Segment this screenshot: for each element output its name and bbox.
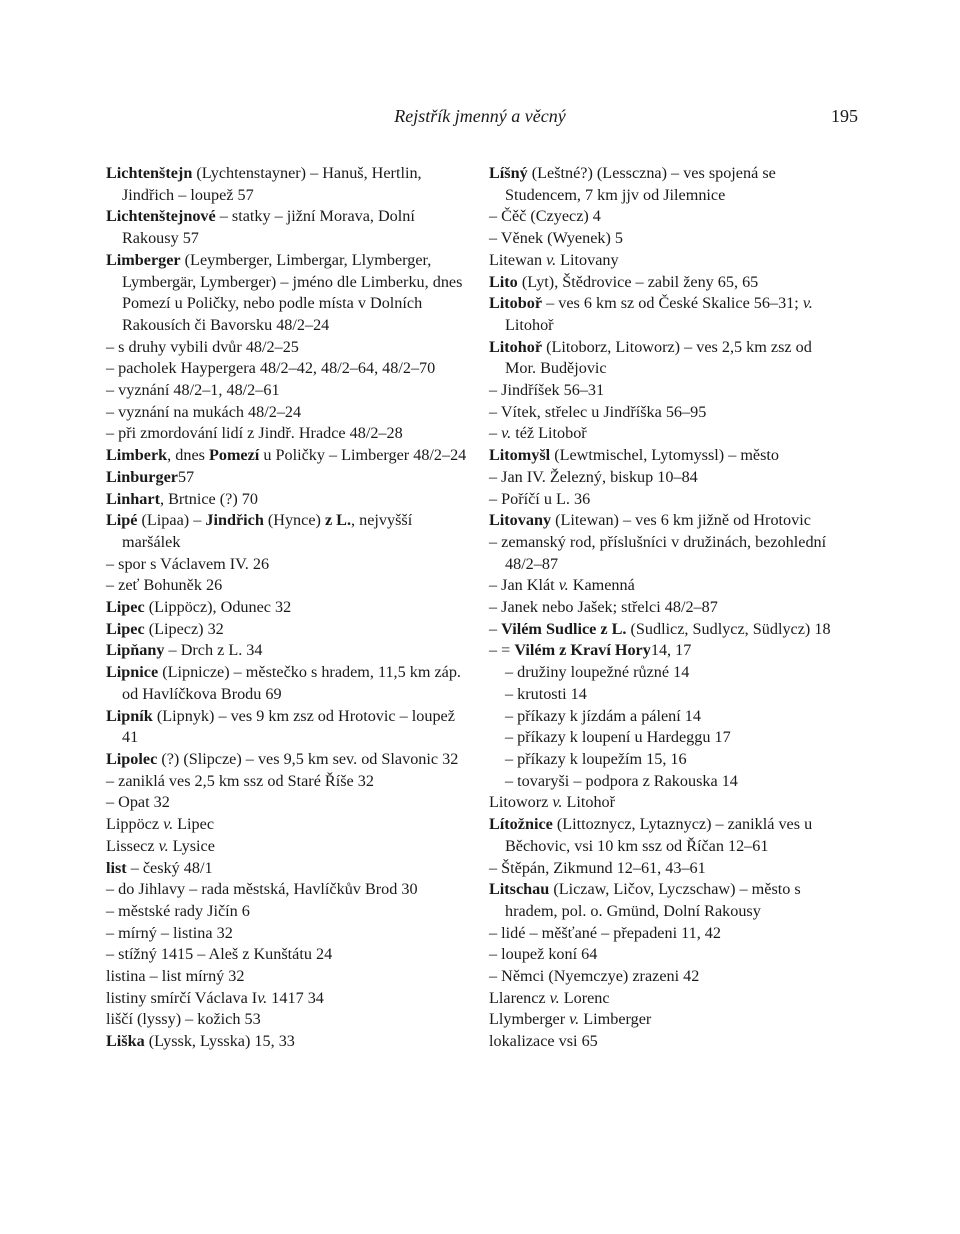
index-entry bbox=[106, 467, 468, 489]
index-text: (Litewan) – ves 6 km jižně od Hrotovic bbox=[551, 511, 811, 530]
index-text: lokalizace vsi 65 bbox=[489, 1032, 598, 1051]
index-text: (Sudlicz, Sudlycz, Südlycz) 18 bbox=[626, 619, 831, 638]
index-entry bbox=[106, 250, 468, 337]
index-text: – Štěpán, Zikmund 12–61, 43–61 bbox=[489, 858, 706, 877]
index-text: v. bbox=[257, 988, 268, 1007]
index-text: – zaniklá ves 2,5 km ssz od Staré Říše 32 bbox=[106, 771, 374, 790]
index-headword: Pomezí bbox=[208, 446, 260, 465]
index-entry bbox=[489, 944, 839, 966]
index-text: (Lippöcz), Odunec 32 bbox=[144, 598, 292, 617]
index-text: – Jan Klát bbox=[489, 576, 559, 595]
index-entry bbox=[489, 272, 839, 294]
index-text: – stížný 1415 – Aleš z Kunštátu 24 bbox=[106, 945, 333, 964]
index-entry bbox=[106, 423, 468, 445]
index-text: Litohoř bbox=[562, 793, 616, 812]
index-entry bbox=[106, 575, 468, 597]
index-text: – Janek nebo Jašek; střelci 48/2–87 bbox=[489, 598, 718, 617]
index-headword: Litobоř bbox=[489, 294, 543, 313]
index-column-left bbox=[106, 163, 468, 1053]
index-text: , nejvyšší maršálek bbox=[122, 511, 413, 551]
index-entry bbox=[489, 380, 839, 402]
index-headword: list bbox=[106, 858, 127, 877]
index-headword: Jindřich bbox=[205, 511, 264, 530]
index-entry bbox=[489, 619, 839, 641]
index-text: – do Jihlavy – rada městská, Havlíčkův Brod 30 bbox=[106, 880, 418, 899]
index-text: Kamenná bbox=[568, 576, 635, 595]
index-headword: Lipnice bbox=[106, 663, 159, 682]
index-entry bbox=[489, 250, 839, 272]
index-entry bbox=[106, 1009, 468, 1031]
index-entry bbox=[489, 792, 839, 814]
index-entry bbox=[489, 423, 839, 445]
index-text: Lissecz bbox=[106, 836, 159, 855]
index-text: – bbox=[489, 619, 502, 638]
index-entry bbox=[489, 858, 839, 880]
index-text: v. bbox=[549, 988, 560, 1007]
index-entry bbox=[489, 814, 839, 857]
index-headword: Lipník bbox=[106, 706, 153, 725]
index-text: v. bbox=[501, 424, 512, 443]
index-text: listiny smírčí Václava I bbox=[106, 988, 258, 1007]
index-text: Lysice bbox=[168, 836, 215, 855]
index-text: – Vítek, střelec u Jindříška 56–95 bbox=[489, 402, 707, 421]
index-entry bbox=[106, 554, 468, 576]
index-text: v. bbox=[158, 836, 169, 855]
index-entry bbox=[489, 532, 839, 575]
index-entry bbox=[489, 923, 839, 945]
index-entry bbox=[106, 597, 468, 619]
index-text: – při zmordování lidí z Jindř. Hradce 48/2–28 bbox=[106, 424, 403, 443]
running-title: Rejstřík jmenný a věcný bbox=[394, 106, 566, 126]
index-headword: Linhart bbox=[106, 489, 160, 508]
index-entry bbox=[106, 640, 468, 662]
index-entry bbox=[489, 228, 839, 250]
index-text: – český 48/1 bbox=[126, 858, 213, 877]
index-entry bbox=[106, 771, 468, 793]
index-text: (Lyssk, Lysska) 15, 33 bbox=[144, 1032, 295, 1051]
index-text: Llarencz bbox=[489, 988, 550, 1007]
index-text: – tovaryši – podpora z Rakouska 14 bbox=[505, 771, 738, 790]
index-entry bbox=[489, 640, 839, 662]
index-text: – s druhy vybili dvůr 48/2–25 bbox=[106, 337, 299, 356]
index-text: (Lyt), Štědrovice – zabil ženy 65, 65 bbox=[517, 272, 759, 291]
index-entry bbox=[106, 337, 468, 359]
index-text: též Litobоř bbox=[511, 424, 587, 443]
index-text: 1417 34 bbox=[267, 988, 324, 1007]
index-text: Limberger bbox=[579, 1010, 652, 1029]
index-text: v. bbox=[552, 793, 563, 812]
index-text: liščí (lyssy) – kožich 53 bbox=[106, 1010, 261, 1029]
index-entry bbox=[489, 163, 839, 206]
index-text: – ves 6 km sz od České Skalice 56–31; bbox=[542, 294, 803, 313]
index-text: v. bbox=[558, 576, 569, 595]
index-headword: Litovany bbox=[489, 511, 552, 530]
index-text: – pacholek Haypergera 48/2–42, 48/2–64, 48/2–70 bbox=[106, 359, 436, 378]
index-headword: Lipec bbox=[106, 598, 145, 617]
index-headword: Litschau bbox=[489, 880, 550, 899]
page-number: 195 bbox=[831, 106, 858, 126]
index-text: Lipec bbox=[173, 815, 215, 834]
index-text: – Jan IV. Železný, biskup 10–84 bbox=[489, 467, 698, 486]
index-entry bbox=[489, 966, 839, 988]
index-headword: Litomyšl bbox=[489, 446, 551, 465]
index-text: , dnes bbox=[167, 446, 209, 465]
index-entry bbox=[489, 510, 839, 532]
index-entry bbox=[489, 1031, 839, 1053]
index-text: – družiny loupežné různé 14 bbox=[505, 663, 690, 682]
index-text: Lippöcz bbox=[106, 815, 164, 834]
index-entry bbox=[106, 879, 468, 901]
index-entry bbox=[489, 597, 839, 619]
index-text: – příkazy k loupení u Hardeggu 17 bbox=[505, 728, 731, 747]
index-text: – vyznání 48/2–1, 48/2–61 bbox=[106, 381, 280, 400]
index-headword: Lito bbox=[489, 272, 518, 291]
index-text: – příkazy k jízdám a pálení 14 bbox=[505, 706, 701, 725]
index-entry bbox=[106, 1031, 468, 1053]
index-headword: Lipé bbox=[106, 511, 138, 530]
index-entry bbox=[489, 771, 839, 793]
index-text: u Poličky – Limberger 48/2–24 bbox=[259, 446, 467, 465]
index-text: – Opat 32 bbox=[106, 793, 170, 812]
index-text: – zeť Bohuněk 26 bbox=[106, 576, 223, 595]
index-text: – vyznání na mukách 48/2–24 bbox=[106, 402, 302, 421]
index-entry bbox=[106, 923, 468, 945]
index-text: v. bbox=[802, 294, 813, 313]
index-entry bbox=[489, 402, 839, 424]
index-text: (Leštné?) (Lessczna) – ves spojená se Studencem, 7 km jjv od Jilemnice bbox=[505, 164, 776, 204]
index-headword: Vilém Sudlice z L. bbox=[501, 619, 627, 638]
index-text: – krutosti 14 bbox=[505, 684, 587, 703]
index-text: 14, 17 bbox=[650, 641, 692, 660]
index-entry bbox=[489, 445, 839, 467]
index-text: v. bbox=[569, 1010, 580, 1029]
index-entry bbox=[489, 467, 839, 489]
index-text: – příkazy k loupežím 15, 16 bbox=[505, 749, 687, 768]
index-entry bbox=[106, 358, 468, 380]
index-entry bbox=[106, 163, 468, 206]
index-entry bbox=[106, 206, 468, 249]
index-entry bbox=[106, 944, 468, 966]
index-text: (Hynce) bbox=[263, 511, 325, 530]
index-headword: Limberk bbox=[106, 446, 168, 465]
index-headword: Líšný bbox=[489, 164, 528, 182]
index-text: – Drch z L. 34 bbox=[164, 641, 263, 660]
index-text: – Jindříšek 56–31 bbox=[489, 381, 605, 400]
index-entry bbox=[106, 749, 468, 771]
index-text: – Poříčí u L. 36 bbox=[489, 489, 591, 508]
index-text: 57 bbox=[177, 467, 195, 486]
index-text: Litewan bbox=[489, 250, 547, 269]
index-entry bbox=[489, 206, 839, 228]
index-entry bbox=[489, 337, 839, 380]
index-text: (Lipecz) 32 bbox=[144, 619, 224, 638]
index-text: Litoworz bbox=[489, 793, 553, 812]
index-entry bbox=[106, 706, 468, 749]
index-entry bbox=[106, 380, 468, 402]
index-text: (Lewtmischel, Lytomyssl) – město bbox=[550, 446, 780, 465]
index-text: – zemanský rod, příslušníci v družinách, bezohlední 48/2–87 bbox=[489, 532, 827, 573]
index-text: – Věnek (Wyenek) 5 bbox=[489, 229, 624, 248]
index-text: – bbox=[489, 424, 502, 443]
index-text: – spor s Václavem IV. 26 bbox=[106, 554, 270, 573]
index-text: – mírný – listina 32 bbox=[106, 923, 233, 942]
index-text: – lidé – měšťané – přepadeni 11, 42 bbox=[489, 923, 721, 942]
index-headword: Limberger bbox=[106, 250, 181, 269]
index-entry bbox=[106, 402, 468, 424]
index-headword: Lipolec bbox=[106, 749, 158, 768]
index-text: (Litoborz, Litoworz) – ves 2,5 km zsz od Mor. Budějovic bbox=[505, 337, 812, 378]
index-entry bbox=[489, 879, 839, 922]
index-text: listina – list mírný 32 bbox=[106, 967, 245, 986]
index-text: (Liczaw, Ličov, Lyczschaw) – město s hradem, pol. o. Gmünd, Dolní Rakousy bbox=[505, 880, 801, 920]
index-text: – statky – jižní Morava, Dolní Rakousy 57 bbox=[122, 207, 415, 248]
index-text: Llymberger bbox=[489, 1010, 570, 1029]
index-text: (Lipnicze) – městečko s hradem, 11,5 km záp. od Havlíčkova Brodu 69 bbox=[122, 663, 461, 703]
index-entry bbox=[489, 662, 839, 684]
index-headword: Liška bbox=[106, 1032, 145, 1051]
index-entry bbox=[106, 510, 468, 553]
index-headword: z L. bbox=[324, 511, 352, 530]
index-text: Litovany bbox=[556, 250, 619, 269]
index-text: (Leymberger, Limbergar, Llymberger, Lymbergär, Lymberger) – jméno dle Limberku, dnes Pomezí u Poličky, nebo podle místa v Dolních Rakousích či Bavorsku 48/2–24 bbox=[122, 250, 463, 334]
page-header bbox=[0, 104, 960, 128]
index-text: v. bbox=[163, 815, 174, 834]
index-text: – městské rady Jičín 6 bbox=[106, 901, 250, 920]
index-text: – = bbox=[489, 641, 515, 660]
index-entry bbox=[489, 727, 839, 749]
index-text: , Brtnice (?) 70 bbox=[159, 489, 258, 508]
index-entry bbox=[489, 489, 839, 511]
index-headword: Lipňany bbox=[106, 641, 165, 660]
index-text: (?) (Slipcze) – ves 9,5 km sev. od Slavonic 32 bbox=[157, 749, 459, 768]
index-entry bbox=[489, 575, 839, 597]
index-entry bbox=[106, 489, 468, 511]
index-text: – Němci (Nyemczye) zrazeni 42 bbox=[489, 967, 700, 986]
index-text: v. bbox=[546, 250, 557, 269]
index-entry bbox=[106, 901, 468, 923]
index-text: (Lipaa) – bbox=[137, 511, 206, 530]
index-entry bbox=[489, 293, 839, 336]
index-headword: Lichtenštejn bbox=[106, 164, 193, 182]
index-entry bbox=[106, 814, 468, 836]
index-headword: Litohoř bbox=[489, 337, 543, 356]
index-entry bbox=[106, 966, 468, 988]
index-text: Litohoř bbox=[505, 315, 554, 334]
index-text: (Littoznycz, Lytaznycz) – zaniklá ves u Běchovic, vsi 10 km ssz od Říčan 12–61 bbox=[505, 815, 813, 855]
index-entry bbox=[489, 684, 839, 706]
index-entry bbox=[489, 706, 839, 728]
index-entry bbox=[106, 858, 468, 880]
index-text: – loupež koní 64 bbox=[489, 945, 598, 964]
index-entry bbox=[489, 749, 839, 771]
index-headword: Linburger bbox=[106, 467, 178, 486]
index-text: – Čěč (Czyecz) 4 bbox=[489, 207, 601, 226]
index-entry bbox=[489, 988, 839, 1010]
index-entry bbox=[106, 836, 468, 858]
index-entry bbox=[106, 445, 468, 467]
index-text: Lorenc bbox=[559, 988, 610, 1007]
index-entry bbox=[106, 988, 468, 1010]
index-headword: Vilém z Kraví Hory bbox=[514, 641, 651, 660]
index-entry bbox=[106, 619, 468, 641]
index-entry bbox=[106, 662, 468, 705]
index-text: (Lipnyk) – ves 9 km zsz od Hrotovic – loupež 41 bbox=[122, 706, 455, 747]
index-text: (Lychtenstayner) – Hanuš, Hertlin, Jindřich – loupež 57 bbox=[122, 164, 422, 204]
index-headword: Lítožnice bbox=[489, 815, 553, 834]
index-entry bbox=[489, 1009, 839, 1031]
index-headword: Lipec bbox=[106, 619, 145, 638]
index-headword: Lichtenštejnové bbox=[106, 207, 216, 226]
index-column-right bbox=[489, 163, 839, 1053]
index-entry bbox=[106, 792, 468, 814]
